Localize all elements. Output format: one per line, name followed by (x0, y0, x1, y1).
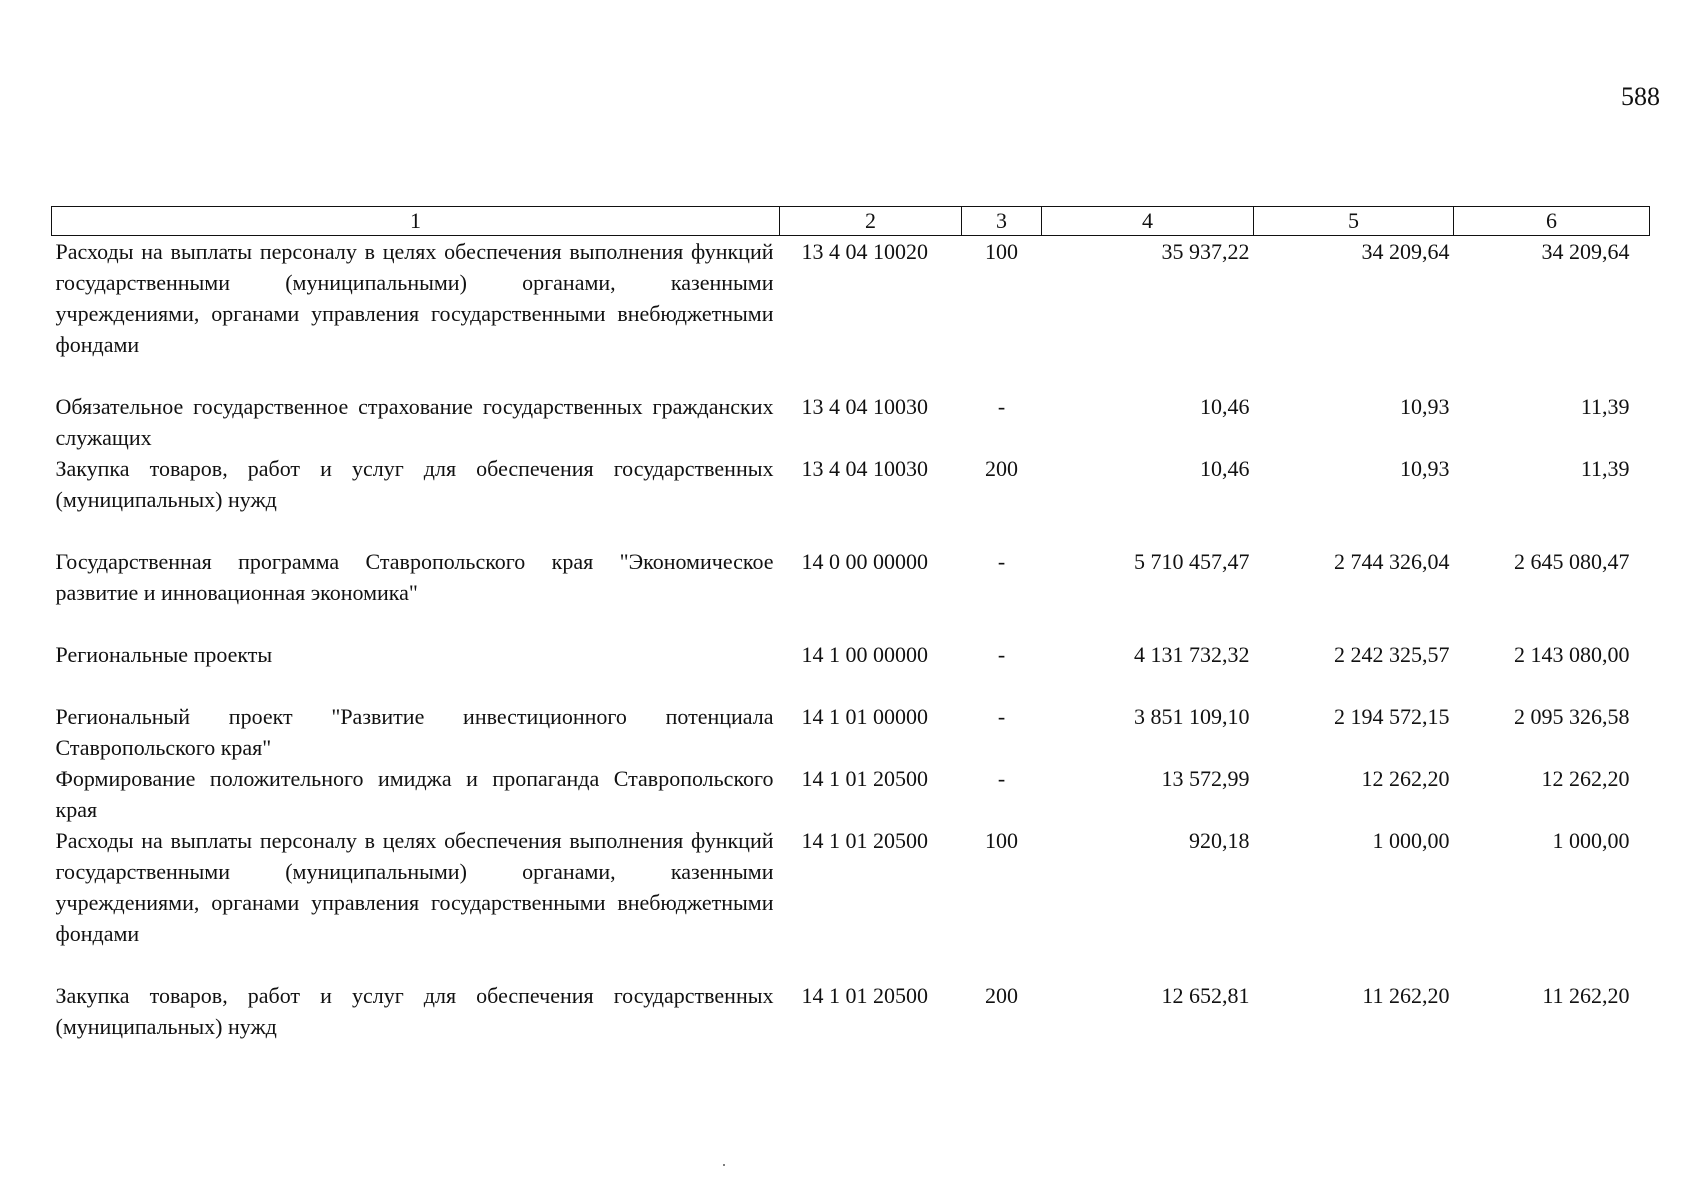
row-value-4: 5 710 457,47 (1134, 549, 1250, 574)
row-value-6: 2 095 326,58 (1514, 704, 1630, 729)
row-value-5: 2 242 325,57 (1334, 642, 1450, 667)
row-expense-type: 200 (985, 983, 1018, 1008)
row-value-4: 920,18 (1189, 828, 1250, 853)
table-row (52, 236, 1650, 392)
column-header-6: 6 (1454, 207, 1650, 236)
row-name: Формирование положительного имиджа и пропаганда Ставропольского края (55, 766, 774, 822)
row-name: Региональные проекты (55, 642, 273, 667)
column-header-3: 3 (962, 207, 1042, 236)
row-value-5: 10,93 (1400, 456, 1450, 481)
row-value-6: 34 209,64 (1541, 239, 1630, 264)
column-header-1: 1 (52, 207, 780, 236)
row-name: Региональный проект "Развитие инвестиционного потенциала Ставропольского края" (55, 704, 774, 760)
row-expense-type: 100 (985, 828, 1018, 853)
row-value-4: 4 131 732,32 (1134, 642, 1250, 667)
budget-table (51, 206, 1650, 1042)
row-name: Государственная программа Ставропольского края "Экономическое развитие и инновационная экономика" (55, 549, 774, 605)
row-name: Закупка товаров, работ и услуг для обеспечения государственных (муниципальных) нужд (55, 983, 774, 1039)
row-name: Расходы на выплаты персоналу в целях обеспечения выполнения функций государственными (муниципальными) органами, казенными учреждениями, органами управления государственными внебюджетными фондами (55, 239, 774, 357)
row-expense-type: 100 (985, 239, 1018, 264)
row-value-5: 1 000,00 (1372, 828, 1450, 853)
row-value-4: 12 652,81 (1161, 983, 1250, 1008)
scan-speck (723, 1164, 725, 1166)
table-row (52, 825, 1650, 980)
table-row (52, 639, 1650, 701)
row-value-6: 12 262,20 (1541, 766, 1630, 791)
row-expense-type: - (997, 766, 1006, 791)
row-value-6: 11,39 (1580, 456, 1630, 481)
row-value-5: 10,93 (1400, 394, 1450, 419)
table-row (52, 701, 1650, 763)
row-code: 14 1 01 20500 (801, 983, 928, 1008)
row-code: 13 4 04 10030 (801, 394, 928, 419)
row-code: 13 4 04 10020 (801, 239, 928, 264)
row-value-5: 2 744 326,04 (1334, 549, 1450, 574)
column-header-2: 2 (780, 207, 962, 236)
row-value-6: 2 645 080,47 (1514, 549, 1630, 574)
row-code: 13 4 04 10030 (801, 456, 928, 481)
column-header-5: 5 (1254, 207, 1454, 236)
row-code: 14 1 01 20500 (801, 766, 928, 791)
row-expense-type: 200 (985, 456, 1018, 481)
row-value-5: 34 209,64 (1361, 239, 1450, 264)
row-value-6: 11 262,20 (1542, 983, 1630, 1008)
row-value-5: 2 194 572,15 (1334, 704, 1450, 729)
row-value-4: 10,46 (1200, 456, 1250, 481)
table-row (52, 453, 1650, 546)
row-name: Обязательное государственное страхование государственных гражданских служащих (55, 394, 774, 450)
row-code: 14 0 00 00000 (801, 549, 928, 574)
column-header-4: 4 (1042, 207, 1254, 236)
row-value-6: 1 000,00 (1552, 828, 1630, 853)
row-value-5: 11 262,20 (1362, 983, 1450, 1008)
table-row (52, 546, 1650, 639)
row-name: Закупка товаров, работ и услуг для обеспечения государственных (муниципальных) нужд (55, 456, 774, 512)
row-expense-type: - (997, 394, 1006, 419)
row-code: 14 1 00 00000 (801, 642, 928, 667)
row-value-4: 3 851 109,10 (1134, 704, 1250, 729)
row-expense-type: - (997, 642, 1006, 667)
row-code: 14 1 01 00000 (801, 704, 928, 729)
row-value-6: 2 143 080,00 (1514, 642, 1630, 667)
row-name: Расходы на выплаты персоналу в целях обеспечения выполнения функций государственными (муниципальными) органами, казенными учреждениями, органами управления государственными внебюджетными фондами (55, 828, 774, 946)
row-value-6: 11,39 (1580, 394, 1630, 419)
row-value-4: 35 937,22 (1161, 239, 1250, 264)
row-value-4: 13 572,99 (1161, 766, 1250, 791)
table-row (52, 763, 1650, 825)
row-expense-type: - (997, 704, 1006, 729)
row-code: 14 1 01 20500 (801, 828, 928, 853)
row-value-5: 12 262,20 (1361, 766, 1450, 791)
row-expense-type: - (997, 549, 1006, 574)
row-value-4: 10,46 (1200, 394, 1250, 419)
table-row (52, 980, 1650, 1042)
table-row (52, 391, 1650, 453)
table-header-row (52, 207, 1650, 236)
page-number: 588 (1621, 82, 1660, 111)
